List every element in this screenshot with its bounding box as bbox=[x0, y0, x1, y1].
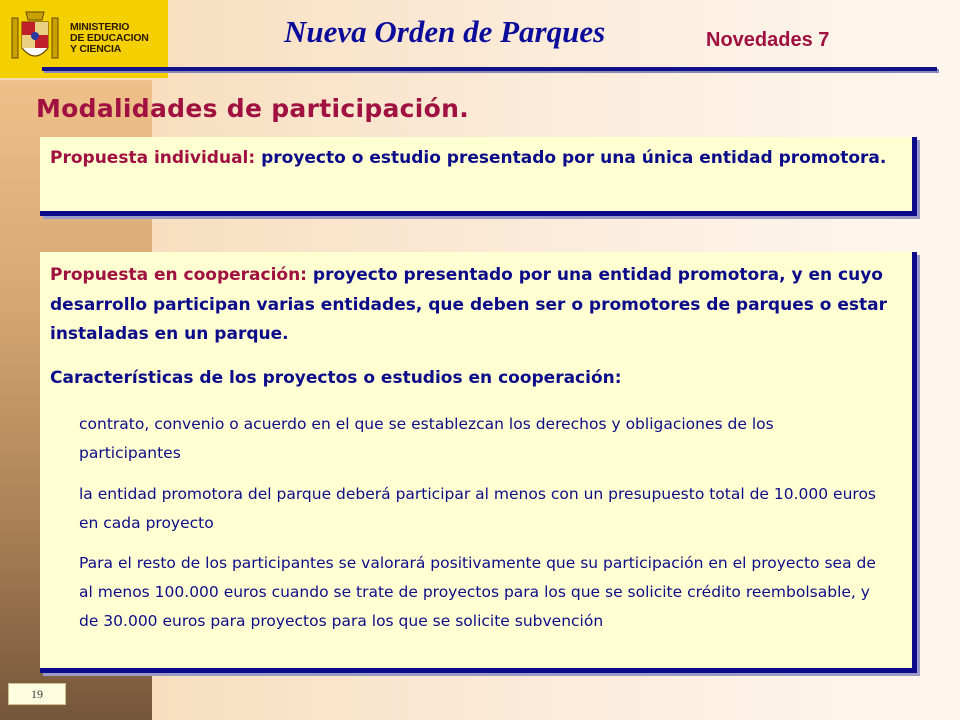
cooperation-description: proyecto presentado por una entidad promotora, y en cuyo desarrollo participan varias entidades, que deben ser o promotores de parques o estar instaladas en un parque. bbox=[50, 265, 888, 344]
spain-coat-of-arms-icon bbox=[10, 8, 60, 68]
section-tag: Novedades 7 bbox=[706, 29, 830, 51]
slide-title: Nueva Orden de Parques bbox=[284, 14, 606, 49]
individual-proposal-box bbox=[40, 137, 917, 216]
cooperation-proposal-box bbox=[40, 252, 917, 673]
ministry-line-1: MINISTERIO bbox=[70, 21, 130, 33]
cooperation-proposal-text bbox=[50, 261, 900, 350]
individual-description: proyecto o estudio presentado por una única entidad promotora. bbox=[261, 148, 887, 168]
characteristics-heading: Características de los proyectos o estudios en cooperación: bbox=[50, 368, 622, 388]
section-heading: Modalidades de participación. bbox=[36, 94, 470, 123]
individual-proposal-text bbox=[50, 144, 900, 174]
individual-label: Propuesta individual: bbox=[50, 148, 256, 168]
title-divider bbox=[42, 67, 937, 71]
ministry-line-2: DE EDUCACION bbox=[70, 32, 149, 44]
characteristic-item: la entidad promotora del parque deberá participar al menos con un presupuesto total de 10.000 euros en cada proyecto bbox=[79, 485, 877, 532]
cooperation-label: Propuesta en cooperación: bbox=[50, 265, 307, 285]
characteristic-item: contrato, convenio o acuerdo en el que se establezcan los derechos y obligaciones de los participantes bbox=[79, 415, 774, 462]
ministry-line-3: Y CIENCIA bbox=[70, 43, 122, 55]
characteristic-item: Para el resto de los participantes se valorará positivamente que su participación en el proyecto sea de al menos 100.000 euros cuando se trate de proyectos para los que se solicite crédito reembolsable, y de 30.000 euros para proyectos para los que se solicite subvención bbox=[79, 554, 876, 630]
ministry-name bbox=[70, 22, 149, 55]
slide-number: 19 bbox=[8, 683, 66, 705]
